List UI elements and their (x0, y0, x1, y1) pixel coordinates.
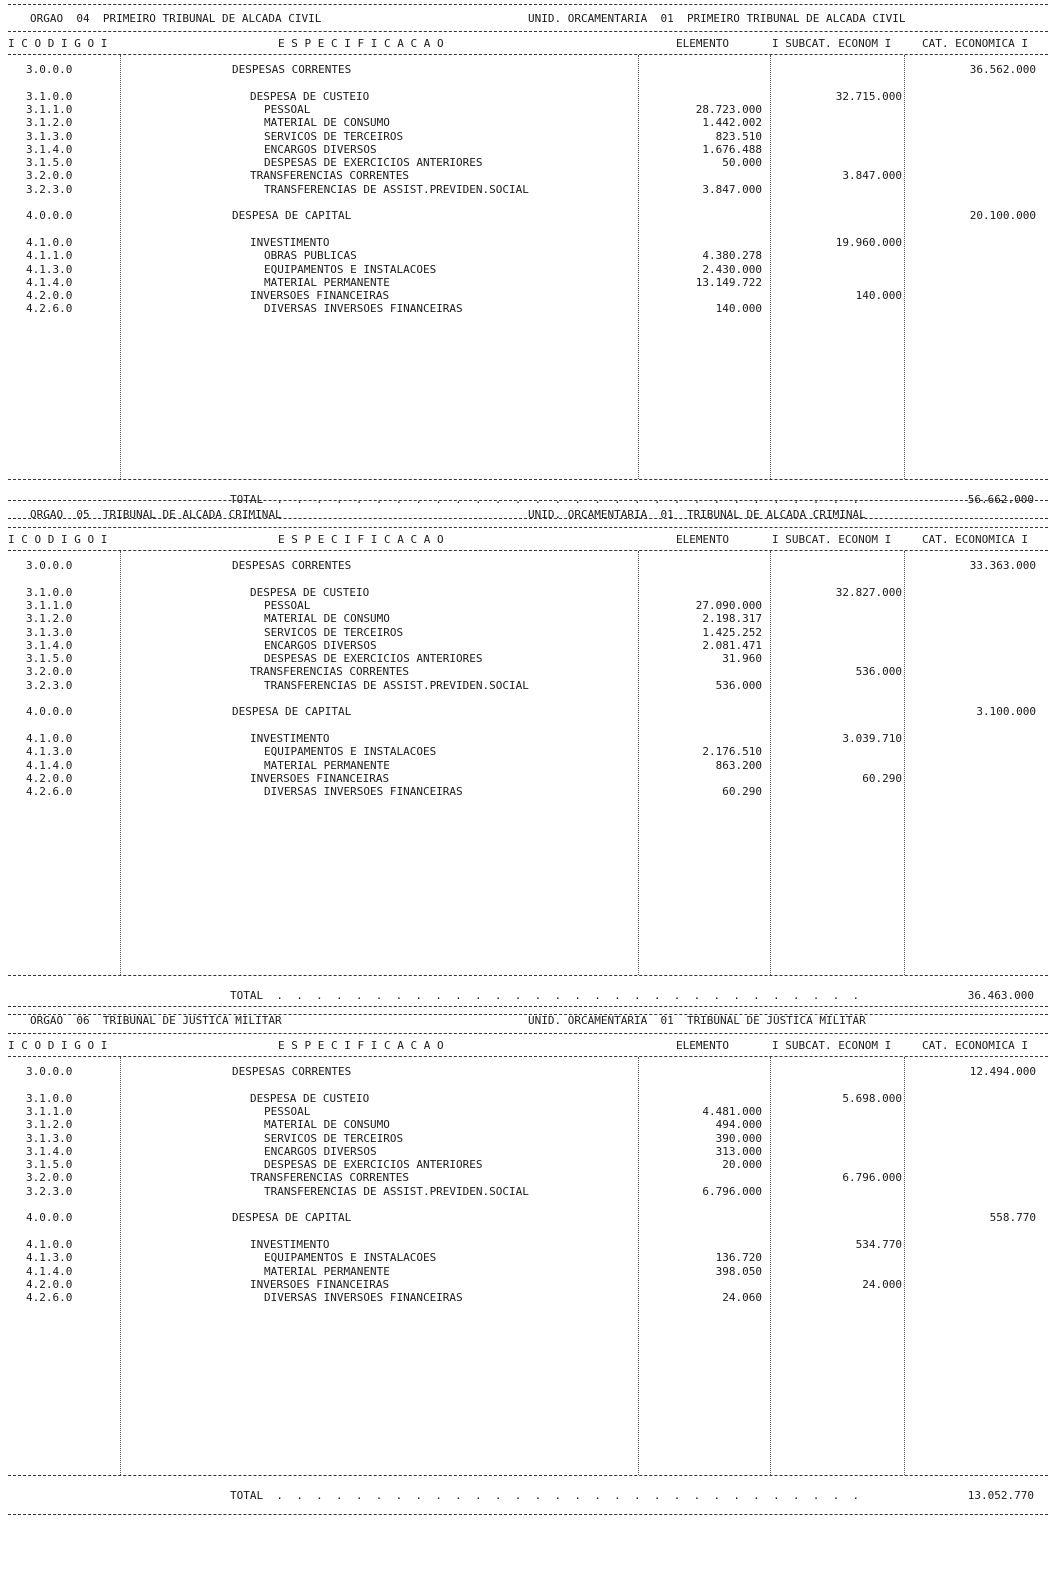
budget-code: 4.1.0.0 (26, 1237, 73, 1251)
budget-row (8, 1092, 1048, 1105)
budget-description: DIVERSAS INVERSOES FINANCEIRAS (264, 302, 463, 316)
budget-description: TRANSFERENCIAS CORRENTES (250, 1171, 409, 1185)
cat-value: 33.363.000 (969, 559, 1036, 572)
budget-row (8, 1238, 1048, 1251)
elemento-value: 313.000 (715, 1144, 762, 1158)
budget-description: EQUIPAMENTOS E INSTALACOES (264, 1251, 437, 1265)
budget-code: 4.2.0.0 (26, 1277, 73, 1291)
elemento-value: 1.425.252 (702, 625, 762, 639)
budget-row (8, 1078, 1048, 1091)
budget-description: SERVICOS DE TERCEIROS (264, 625, 404, 639)
subcat-value: 534.770 (855, 1237, 902, 1251)
subcat-value: 5.698.000 (842, 1091, 902, 1105)
budget-row (8, 276, 1048, 289)
subcat-value: 6.796.000 (842, 1171, 902, 1185)
budget-description: DESPESAS DE EXERCICIOS ANTERIORES (264, 156, 483, 170)
budget-code: 3.0.0.0 (26, 559, 73, 572)
budget-description: DESPESAS CORRENTES (232, 63, 352, 76)
elemento-value: 27.090.000 (695, 598, 762, 612)
budget-section (8, 1006, 1048, 1515)
elemento-value: 1.676.488 (702, 142, 762, 156)
budget-row (8, 223, 1048, 236)
subcat-value: 140.000 (855, 289, 902, 303)
budget-description: ENCARGOS DIVERSOS (264, 142, 377, 156)
elemento-value: 28.723.000 (695, 102, 762, 116)
budget-row (8, 1198, 1048, 1211)
budget-row (8, 1158, 1048, 1171)
column-header (8, 1034, 1048, 1057)
budget-code: 3.2.0.0 (26, 1171, 73, 1185)
budget-rows (8, 551, 1048, 976)
budget-row (8, 626, 1048, 639)
elemento-value: 494.000 (715, 1118, 762, 1132)
budget-code: 3.2.3.0 (26, 182, 73, 196)
budget-row (8, 1118, 1048, 1131)
budget-description: DESPESAS CORRENTES (232, 1065, 352, 1078)
budget-code: 4.2.0.0 (26, 771, 73, 785)
budget-code: 3.1.0.0 (26, 89, 73, 103)
elemento-header: ELEMENTO (676, 1039, 729, 1052)
cat-value: 558.770 (989, 1211, 1036, 1225)
budget-row (8, 90, 1048, 103)
elemento-value: 536.000 (715, 678, 762, 692)
budget-code: 4.1.3.0 (26, 1251, 73, 1265)
budget-row (8, 639, 1048, 652)
budget-row (8, 719, 1048, 732)
budget-description: DESPESAS CORRENTES (232, 559, 352, 572)
budget-description: MATERIAL DE CONSUMO (264, 1118, 390, 1132)
elemento-value: 13.149.722 (695, 275, 762, 289)
budget-code: 3.2.0.0 (26, 169, 73, 183)
budget-description: DESPESA DE CUSTEIO (250, 585, 370, 599)
elemento-value: 20.000 (722, 1158, 762, 1172)
budget-description: MATERIAL DE CONSUMO (264, 612, 390, 626)
subcat-value: 19.960.000 (835, 235, 902, 249)
budget-code: 4.1.4.0 (26, 1264, 73, 1278)
budget-description: PESSOAL (264, 1104, 311, 1118)
budget-row (8, 1225, 1048, 1238)
section-header (8, 500, 1048, 528)
elemento-header: ELEMENTO (676, 533, 729, 546)
elemento-value: 390.000 (715, 1131, 762, 1145)
budget-code: 3.1.4.0 (26, 142, 73, 156)
unidade-title: UNID. ORCAMENTARIA 01 PRIMEIRO TRIBUNAL DE ALCADA CIVIL (528, 12, 906, 25)
codigo-header: I C O D I G O I (8, 37, 108, 50)
budget-code: 3.1.5.0 (26, 1158, 73, 1172)
budget-row (8, 169, 1048, 182)
budget-description: INVERSOES FINANCEIRAS (250, 771, 390, 785)
especificacao-header: E S P E C I F I C A C A O (278, 533, 444, 546)
budget-row (8, 772, 1048, 785)
budget-description: DIVERSAS INVERSOES FINANCEIRAS (264, 785, 463, 799)
subcat-value: 3.039.710 (842, 731, 902, 745)
subcat-value: 3.847.000 (842, 169, 902, 183)
budget-row (8, 745, 1048, 758)
budget-row (8, 599, 1048, 612)
unidade-title: UNID. ORCAMENTARIA 01 TRIBUNAL DE JUSTICA MILITAR (528, 1014, 866, 1027)
elemento-header: ELEMENTO (676, 37, 729, 50)
elemento-value: 398.050 (715, 1264, 762, 1278)
elemento-value: 136.720 (715, 1251, 762, 1265)
elemento-value: 4.380.278 (702, 249, 762, 263)
budget-row (8, 1185, 1048, 1198)
budget-code: 3.1.5.0 (26, 652, 73, 666)
budget-row (8, 652, 1048, 665)
subcat-value: 32.715.000 (835, 89, 902, 103)
cat-value: 12.494.000 (969, 1065, 1036, 1078)
budget-code: 4.0.0.0 (26, 705, 73, 719)
budget-code: 3.2.0.0 (26, 665, 73, 679)
subcat-value: 536.000 (855, 665, 902, 679)
budget-row (8, 1105, 1048, 1118)
budget-description: DESPESA DE CUSTEIO (250, 89, 370, 103)
budget-code: 3.1.2.0 (26, 116, 73, 130)
budget-code: 3.1.3.0 (26, 625, 73, 639)
elemento-value: 6.796.000 (702, 1184, 762, 1198)
especificacao-header: E S P E C I F I C A C A O (278, 37, 444, 50)
budget-code: 3.1.0.0 (26, 1091, 73, 1105)
budget-row (8, 209, 1048, 222)
budget-description: DIVERSAS INVERSOES FINANCEIRAS (264, 1291, 463, 1305)
budget-row (8, 1291, 1048, 1304)
elemento-value: 3.847.000 (702, 182, 762, 196)
budget-code: 4.2.6.0 (26, 785, 73, 799)
budget-description: ENCARGOS DIVERSOS (264, 1144, 377, 1158)
elemento-value: 2.198.317 (702, 612, 762, 626)
total-row (8, 1476, 1048, 1515)
section-header (8, 1006, 1048, 1034)
budget-section (8, 4, 1048, 519)
cat-value: 36.562.000 (969, 63, 1036, 76)
budget-description: EQUIPAMENTOS E INSTALACOES (264, 262, 437, 276)
budget-code: 3.1.1.0 (26, 598, 73, 612)
budget-row (8, 116, 1048, 129)
budget-description: INVESTIMENTO (250, 1237, 330, 1251)
budget-code: 3.1.2.0 (26, 1118, 73, 1132)
subcat-header: I SUBCAT. ECONOM I (772, 533, 892, 546)
cat-header: CAT. ECONOMICA I (922, 37, 1028, 50)
budget-row (8, 249, 1048, 262)
budget-code: 3.1.1.0 (26, 1104, 73, 1118)
budget-description: MATERIAL DE CONSUMO (264, 116, 390, 130)
budget-description: INVESTIMENTO (250, 731, 330, 745)
budget-row (8, 572, 1048, 585)
budget-section (8, 500, 1048, 1015)
budget-description: MATERIAL PERMANENTE (264, 1264, 390, 1278)
budget-description: ENCARGOS DIVERSOS (264, 638, 377, 652)
elemento-value: 1.442.002 (702, 116, 762, 130)
budget-rows (8, 1057, 1048, 1476)
budget-description: PESSOAL (264, 598, 311, 612)
budget-code: 4.2.0.0 (26, 289, 73, 303)
orgao-title: ORGAO 05 TRIBUNAL DE ALCADA CRIMINAL (30, 508, 282, 521)
budget-row (8, 63, 1048, 76)
budget-row (8, 1211, 1048, 1224)
budget-description: PESSOAL (264, 102, 311, 116)
budget-row (8, 559, 1048, 572)
budget-row (8, 183, 1048, 196)
budget-row (8, 679, 1048, 692)
budget-row (8, 692, 1048, 705)
budget-row (8, 196, 1048, 209)
budget-description: INVERSOES FINANCEIRAS (250, 289, 390, 303)
budget-description: SERVICOS DE TERCEIROS (264, 1131, 404, 1145)
budget-row (8, 1278, 1048, 1291)
total-label: TOTAL . . . . . . . . . . . . . . . . . . . . . . . . . . . . . . (230, 1489, 860, 1502)
column-header (8, 32, 1048, 55)
budget-code: 3.0.0.0 (26, 1065, 73, 1078)
budget-description: OBRAS PUBLICAS (264, 249, 357, 263)
budget-code: 4.1.4.0 (26, 275, 73, 289)
budget-row (8, 759, 1048, 772)
budget-description: DESPESA DE CAPITAL (232, 1211, 352, 1225)
budget-code: 4.1.4.0 (26, 758, 73, 772)
budget-code: 4.0.0.0 (26, 209, 73, 223)
budget-code: 3.1.1.0 (26, 102, 73, 116)
orgao-title: ORGAO 04 PRIMEIRO TRIBUNAL DE ALCADA CIVIL (30, 12, 322, 25)
total-value: 13.052.770 (967, 1489, 1034, 1502)
elemento-value: 31.960 (722, 652, 762, 666)
budget-row (8, 586, 1048, 599)
subcat-header: I SUBCAT. ECONOM I (772, 1039, 892, 1052)
total-value: 36.463.000 (967, 989, 1034, 1002)
budget-description: EQUIPAMENTOS E INSTALACOES (264, 745, 437, 759)
budget-description: DESPESA DE CAPITAL (232, 209, 352, 223)
elemento-value: 823.510 (715, 129, 762, 143)
budget-code: 3.2.3.0 (26, 1184, 73, 1198)
budget-row (8, 612, 1048, 625)
budget-description: DESPESAS DE EXERCICIOS ANTERIORES (264, 1158, 483, 1172)
elemento-value: 2.176.510 (702, 745, 762, 759)
elemento-value: 2.081.471 (702, 638, 762, 652)
budget-row (8, 302, 1048, 315)
budget-description: DESPESAS DE EXERCICIOS ANTERIORES (264, 652, 483, 666)
subcat-header: I SUBCAT. ECONOM I (772, 37, 892, 50)
budget-row (8, 1065, 1048, 1078)
budget-description: SERVICOS DE TERCEIROS (264, 129, 404, 143)
budget-code: 3.1.5.0 (26, 156, 73, 170)
elemento-value: 4.481.000 (702, 1104, 762, 1118)
unidade-title: UNID. ORCAMENTARIA 01 TRIBUNAL DE ALCADA CRIMINAL (528, 508, 866, 521)
budget-code: 3.1.2.0 (26, 612, 73, 626)
budget-row (8, 732, 1048, 745)
budget-code: 3.0.0.0 (26, 63, 73, 76)
budget-row (8, 665, 1048, 678)
budget-description: TRANSFERENCIAS DE ASSIST.PREVIDEN.SOCIAL (264, 678, 529, 692)
budget-row (8, 1145, 1048, 1158)
cat-value: 20.100.000 (969, 209, 1036, 223)
budget-code: 4.1.3.0 (26, 262, 73, 276)
budget-row (8, 130, 1048, 143)
subcat-value: 24.000 (862, 1277, 902, 1291)
budget-description: DESPESA DE CAPITAL (232, 705, 352, 719)
budget-description: DESPESA DE CUSTEIO (250, 1091, 370, 1105)
subcat-value: 60.290 (862, 771, 902, 785)
especificacao-header: E S P E C I F I C A C A O (278, 1039, 444, 1052)
orgao-title: ORGAO 06 TRIBUNAL DE JUSTICA MILITAR (30, 1014, 282, 1027)
subcat-value: 32.827.000 (835, 585, 902, 599)
budget-code: 4.1.0.0 (26, 235, 73, 249)
budget-row (8, 103, 1048, 116)
budget-description: TRANSFERENCIAS CORRENTES (250, 169, 409, 183)
total-value: 56.662.000 (967, 493, 1034, 506)
total-label: TOTAL . . . . . . . . . . . . . . . . . . . . . . . . . . . . . . (230, 989, 860, 1002)
budget-code: 3.1.3.0 (26, 129, 73, 143)
budget-description: INVERSOES FINANCEIRAS (250, 1277, 390, 1291)
elemento-value: 24.060 (722, 1291, 762, 1305)
codigo-header: I C O D I G O I (8, 533, 108, 546)
cat-value: 3.100.000 (976, 705, 1036, 719)
budget-description: INVESTIMENTO (250, 235, 330, 249)
budget-code: 4.2.6.0 (26, 302, 73, 316)
budget-row (8, 1132, 1048, 1145)
budget-row (8, 263, 1048, 276)
budget-description: MATERIAL PERMANENTE (264, 758, 390, 772)
budget-row (8, 143, 1048, 156)
budget-row (8, 76, 1048, 89)
budget-row (8, 1251, 1048, 1264)
codigo-header: I C O D I G O I (8, 1039, 108, 1052)
budget-description: TRANSFERENCIAS CORRENTES (250, 665, 409, 679)
cat-header: CAT. ECONOMICA I (922, 533, 1028, 546)
budget-code: 3.2.3.0 (26, 678, 73, 692)
budget-rows (8, 55, 1048, 480)
column-header (8, 528, 1048, 551)
cat-header: CAT. ECONOMICA I (922, 1039, 1028, 1052)
budget-code: 4.1.0.0 (26, 731, 73, 745)
budget-row (8, 705, 1048, 718)
budget-description: TRANSFERENCIAS DE ASSIST.PREVIDEN.SOCIAL (264, 182, 529, 196)
section-header (8, 4, 1048, 32)
budget-row (8, 289, 1048, 302)
budget-code: 3.1.4.0 (26, 1144, 73, 1158)
elemento-value: 60.290 (722, 785, 762, 799)
budget-code: 3.1.0.0 (26, 585, 73, 599)
elemento-value: 50.000 (722, 156, 762, 170)
elemento-value: 140.000 (715, 302, 762, 316)
budget-code: 4.1.3.0 (26, 745, 73, 759)
budget-row (8, 1171, 1048, 1184)
total-label: TOTAL . . . . . . . . . . . . . . . . . . . . . . . . . . . . . . (230, 493, 860, 506)
budget-row (8, 785, 1048, 798)
budget-code: 3.1.4.0 (26, 638, 73, 652)
budget-code: 3.1.3.0 (26, 1131, 73, 1145)
budget-row (8, 1265, 1048, 1278)
budget-description: TRANSFERENCIAS DE ASSIST.PREVIDEN.SOCIAL (264, 1184, 529, 1198)
budget-code: 4.2.6.0 (26, 1291, 73, 1305)
budget-row (8, 156, 1048, 169)
elemento-value: 863.200 (715, 758, 762, 772)
budget-code: 4.1.1.0 (26, 249, 73, 263)
budget-description: MATERIAL PERMANENTE (264, 275, 390, 289)
elemento-value: 2.430.000 (702, 262, 762, 276)
budget-code: 4.0.0.0 (26, 1211, 73, 1225)
budget-row (8, 236, 1048, 249)
